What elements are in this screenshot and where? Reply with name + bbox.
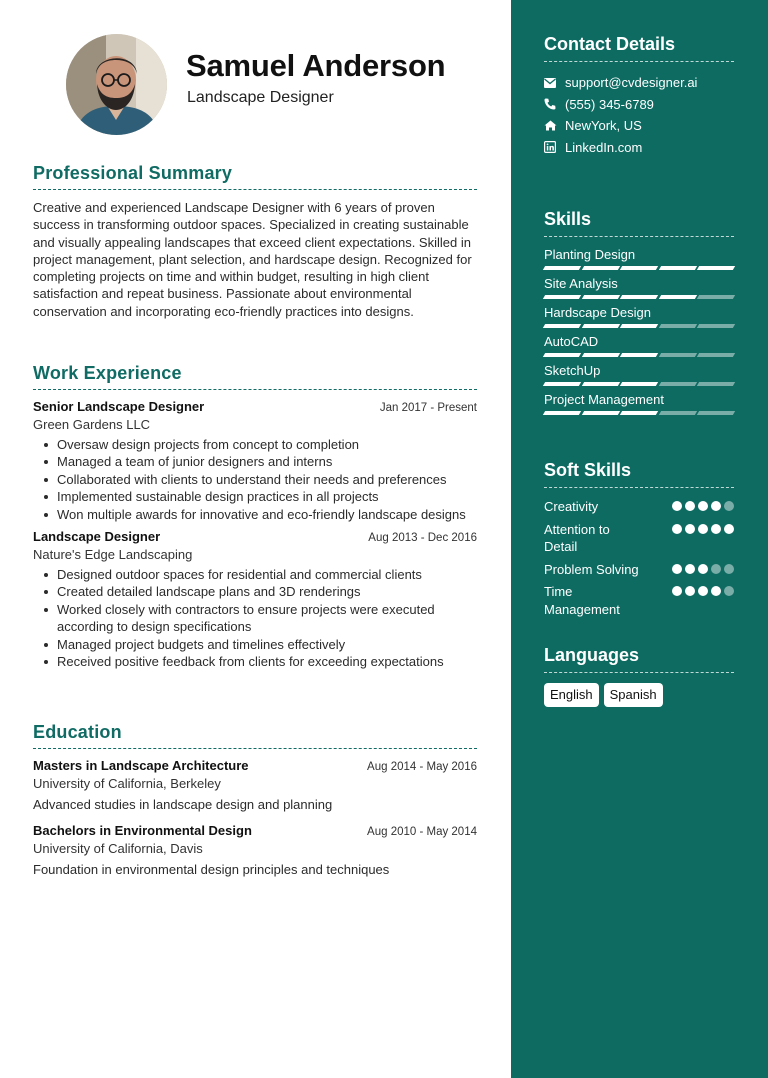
education-entry bbox=[33, 758, 477, 812]
skill-bar-segment bbox=[659, 266, 697, 270]
list-item: Collaborated with clients to understand their needs and preferences bbox=[33, 471, 477, 488]
soft-skill-name: Creativity bbox=[544, 499, 599, 514]
list-item: Won multiple awards for innovative and eco-friendly landscape designs bbox=[33, 506, 477, 523]
skill-bar-segment bbox=[543, 266, 581, 270]
skill-bar-segment bbox=[620, 266, 658, 270]
school-name: University of California, Berkeley bbox=[33, 776, 221, 791]
soft-skill-item bbox=[544, 521, 734, 556]
skill-name: Site Analysis bbox=[544, 276, 618, 291]
skill-bar-segment bbox=[620, 295, 658, 299]
education-description: Advanced studies in landscape design and planning bbox=[33, 797, 333, 812]
contact-section bbox=[544, 34, 734, 158]
skill-level-bar bbox=[544, 382, 734, 386]
skill-bar-segment bbox=[620, 382, 658, 386]
skill-bar-segment bbox=[543, 382, 581, 386]
contact-phone[interactable] bbox=[544, 94, 734, 116]
skill-level-bar bbox=[544, 295, 734, 299]
job-entry bbox=[33, 529, 477, 670]
summary-heading: Professional Summary bbox=[33, 163, 477, 190]
skill-bar-segment bbox=[659, 295, 697, 299]
skills-heading: Skills bbox=[544, 209, 734, 237]
rating-dot bbox=[711, 524, 721, 534]
rating-dot bbox=[685, 586, 695, 596]
rating-dot bbox=[711, 564, 721, 574]
avatar bbox=[66, 34, 167, 135]
soft-skills-section bbox=[544, 460, 734, 623]
skill-bar-segment bbox=[543, 411, 581, 415]
rating-dot bbox=[672, 564, 682, 574]
skills-list bbox=[544, 247, 734, 415]
skill-bar-segment bbox=[697, 324, 735, 328]
skill-level-bar bbox=[544, 266, 734, 270]
language-badge: English bbox=[544, 683, 599, 707]
skill-bar-segment bbox=[620, 353, 658, 357]
skill-bar-segment bbox=[581, 266, 619, 270]
education-date: Aug 2010 - May 2014 bbox=[367, 826, 477, 838]
list-item: Implemented sustainable design practices in all projects bbox=[33, 488, 477, 505]
skill-item bbox=[544, 247, 734, 270]
rating-dot bbox=[711, 501, 721, 511]
skill-bar-segment bbox=[581, 295, 619, 299]
contact-heading: Contact Details bbox=[544, 34, 734, 62]
skill-bar-segment bbox=[659, 324, 697, 328]
phone-icon bbox=[544, 98, 565, 110]
languages-heading: Languages bbox=[544, 645, 734, 673]
education-section bbox=[33, 722, 477, 888]
skill-name: SketchUp bbox=[544, 363, 601, 378]
list-item: Managed a team of junior designers and interns bbox=[33, 453, 477, 470]
rating-dot bbox=[698, 524, 708, 534]
job-title: Landscape Designer bbox=[33, 529, 161, 545]
work-heading: Work Experience bbox=[33, 363, 477, 390]
skill-bar-segment bbox=[620, 324, 658, 328]
rating-dot bbox=[685, 524, 695, 534]
degree-title: Bachelors in Environmental Design bbox=[33, 823, 252, 838]
list-item: Oversaw design projects from concept to completion bbox=[33, 436, 477, 453]
skill-item bbox=[544, 392, 734, 415]
rating-dot bbox=[685, 564, 695, 574]
school-name: University of California, Davis bbox=[33, 841, 203, 856]
soft-skill-name: Problem Solving bbox=[544, 561, 639, 577]
list-item: Received positive feedback from clients for exceeding expectations bbox=[33, 653, 477, 670]
skill-bar-segment bbox=[659, 382, 697, 386]
rating-dot bbox=[698, 586, 708, 596]
job-bullets bbox=[33, 436, 477, 523]
contact-location bbox=[544, 115, 734, 137]
contact-linkedin[interactable] bbox=[544, 137, 734, 159]
soft-skill-rating bbox=[672, 564, 734, 574]
phone-text: (555) 345-6789 bbox=[565, 96, 654, 112]
job-company: Green Gardens LLC bbox=[33, 417, 151, 432]
summary-section bbox=[33, 163, 477, 320]
job-date: Jan 2017 - Present bbox=[379, 402, 477, 414]
skill-bar-segment bbox=[543, 353, 581, 357]
skill-bar-segment bbox=[697, 411, 735, 415]
home-icon bbox=[544, 120, 565, 131]
skill-level-bar bbox=[544, 324, 734, 328]
skill-bar-segment bbox=[697, 353, 735, 357]
rating-dot bbox=[724, 586, 734, 596]
skill-bar-segment bbox=[659, 353, 697, 357]
skill-bar-segment bbox=[697, 266, 735, 270]
email-text: support@cvdesigner.ai bbox=[565, 75, 698, 91]
list-item: Managed project budgets and timelines effectively bbox=[33, 636, 477, 653]
portrait-photo bbox=[66, 34, 167, 135]
skill-bar-segment bbox=[581, 411, 619, 415]
education-date: Aug 2014 - May 2016 bbox=[367, 761, 477, 773]
language-badge: Spanish bbox=[604, 683, 663, 707]
education-entry bbox=[33, 823, 477, 877]
job-entry bbox=[33, 399, 477, 523]
skill-item bbox=[544, 334, 734, 357]
summary-text: Creative and experienced Landscape Designer with 6 years of proven success in transforming outdoor spaces. Specialized in creating sustainable and visually appealing landscapes that exceed client expectations. Skilled in project management, plant selection, and hardscape design. Recognized for completing projects on time and within budget, resulting in high client satisfaction and repeat business. Passionate about environmental conservation and incorporating eco-friendly practices into designs. bbox=[33, 200, 472, 319]
soft-skill-name: Time Management bbox=[544, 584, 620, 617]
soft-skills-heading: Soft Skills bbox=[544, 460, 734, 488]
skill-level-bar bbox=[544, 411, 734, 415]
rating-dot bbox=[711, 586, 721, 596]
list-item: Designed outdoor spaces for residential and commercial clients bbox=[33, 566, 477, 583]
list-item: Worked closely with contractors to ensure projects were executed according to design specifications bbox=[33, 601, 477, 636]
rating-dot bbox=[698, 564, 708, 574]
skill-bar-segment bbox=[620, 411, 658, 415]
linkedin-text: LinkedIn.com bbox=[565, 139, 643, 155]
soft-skill-item bbox=[544, 561, 734, 579]
skills-section bbox=[544, 209, 734, 421]
rating-dot bbox=[724, 501, 734, 511]
job-company: Nature's Edge Landscaping bbox=[33, 547, 193, 563]
rating-dot bbox=[724, 564, 734, 574]
skill-bar-segment bbox=[697, 295, 735, 299]
sidebar bbox=[511, 0, 768, 1078]
soft-skill-item bbox=[544, 498, 734, 516]
languages-section bbox=[544, 645, 734, 707]
skill-name: Hardscape Design bbox=[544, 305, 651, 320]
resume-header bbox=[33, 0, 477, 150]
soft-skill-name: Attention to Detail bbox=[544, 521, 610, 554]
rating-dot bbox=[685, 501, 695, 511]
job-bullets bbox=[33, 566, 477, 670]
rating-dot bbox=[672, 586, 682, 596]
skill-item bbox=[544, 276, 734, 299]
education-description: Foundation in environmental design principles and techniques bbox=[33, 862, 390, 877]
skill-bar-segment bbox=[581, 382, 619, 386]
skill-name: AutoCAD bbox=[544, 334, 599, 349]
job-title: Senior Landscape Designer bbox=[33, 399, 205, 414]
envelope-icon bbox=[544, 78, 565, 88]
languages-list bbox=[544, 683, 734, 707]
work-section bbox=[33, 363, 477, 676]
rating-dot bbox=[724, 524, 734, 534]
soft-skill-rating bbox=[672, 524, 734, 534]
rating-dot bbox=[672, 524, 682, 534]
candidate-name: Samuel Anderson bbox=[186, 48, 446, 83]
skill-item bbox=[544, 363, 734, 386]
skill-bar-segment bbox=[581, 324, 619, 328]
skill-bar-segment bbox=[581, 353, 619, 357]
soft-skill-rating bbox=[672, 501, 734, 511]
soft-skill-item bbox=[544, 583, 734, 618]
skill-bar-segment bbox=[543, 324, 581, 328]
job-date: Aug 2013 - Dec 2016 bbox=[368, 532, 477, 545]
list-item: Created detailed landscape plans and 3D renderings bbox=[33, 583, 477, 600]
linkedin-icon bbox=[544, 141, 565, 153]
soft-skills-list bbox=[544, 498, 734, 618]
contact-email[interactable] bbox=[544, 72, 734, 94]
skill-name: Project Management bbox=[544, 392, 664, 407]
candidate-role: Landscape Designer bbox=[187, 89, 334, 106]
skill-item bbox=[544, 305, 734, 328]
skill-name: Planting Design bbox=[544, 247, 636, 262]
skill-bar-segment bbox=[697, 382, 735, 386]
skill-bar-segment bbox=[659, 411, 697, 415]
soft-skill-rating bbox=[672, 586, 734, 596]
rating-dot bbox=[698, 501, 708, 511]
skill-level-bar bbox=[544, 353, 734, 357]
education-heading: Education bbox=[33, 722, 477, 749]
degree-title: Masters in Landscape Architecture bbox=[33, 758, 249, 773]
location-text: NewYork, US bbox=[565, 118, 642, 134]
rating-dot bbox=[672, 501, 682, 511]
skill-bar-segment bbox=[543, 295, 581, 299]
